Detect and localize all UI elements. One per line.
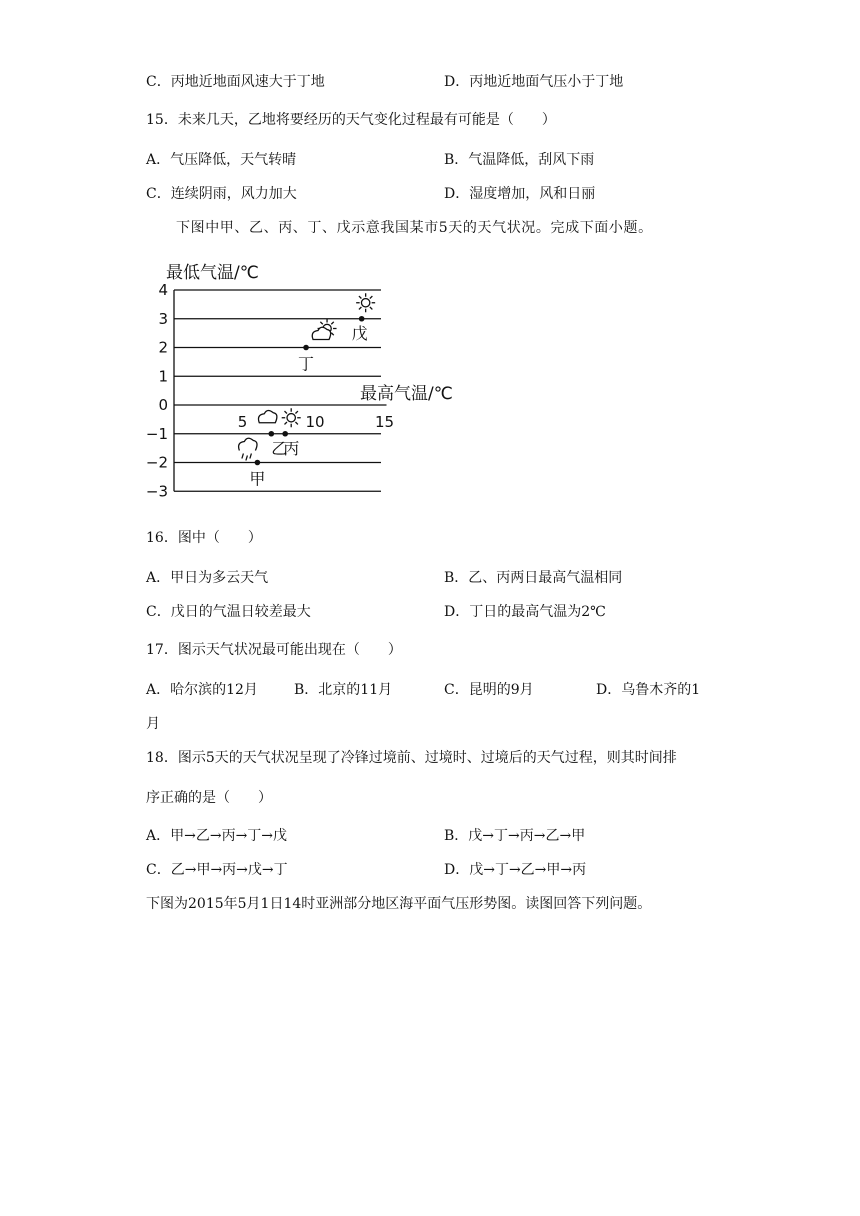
sun-ray: [370, 307, 372, 309]
chart-y-tick-label: −3: [146, 482, 168, 501]
chart-y-tick-label: −1: [146, 424, 168, 443]
chart-y-tick-label: 3: [158, 309, 168, 328]
partly-cloudy-icon: [312, 319, 336, 340]
chart-point-甲: [239, 438, 266, 488]
cloud-shape: [239, 438, 257, 450]
sun-ray: [359, 296, 361, 298]
chart-point-dot: [282, 431, 288, 437]
q16-option-b: B．乙、丙两日最高气温相同: [444, 570, 623, 586]
sun-ray: [320, 322, 322, 324]
chart-point-dot: [303, 345, 309, 351]
chart-point-戊: [352, 293, 376, 343]
q18-option-c: C．乙→甲→丙→戊→丁: [146, 862, 288, 878]
chart-point-dot: [359, 316, 365, 322]
sun-ray: [370, 296, 372, 298]
q16-option-c: C．戊日的气温日较差最大: [146, 604, 311, 620]
chart-point-label: 丁: [298, 354, 315, 374]
q17-option-c: C．昆明的9月: [444, 682, 534, 698]
cloud-shape: [258, 410, 276, 422]
chart-y-tick-label: 0: [158, 396, 168, 414]
chart-y-tick-label: 2: [158, 338, 168, 357]
q14-option-c: C．丙地近地面风速大于丁地: [146, 74, 325, 90]
q17-option-d: D．乌鲁木齐的1: [596, 682, 701, 698]
rain-drop: [242, 454, 244, 459]
sun-core: [361, 299, 369, 307]
q18-option-d: D．戊→丁→乙→甲→丙: [444, 862, 587, 878]
chart-y-tick-label: 1: [158, 367, 168, 386]
q17-option-d-wrap: 月: [146, 716, 160, 732]
sun-ray: [284, 422, 286, 424]
sun-ray: [295, 411, 297, 413]
q17-option-b: B．北京的11月: [294, 682, 393, 698]
sun-ray: [331, 322, 333, 324]
chart-point-label: 丙: [283, 438, 300, 458]
q16-stem: 16．图中（ ）: [146, 530, 262, 546]
q15-option-a: A．气压降低，天气转晴: [146, 152, 297, 168]
chart-x-tick-label: 15: [374, 413, 395, 431]
sun-ray: [331, 333, 333, 335]
chart-y-ticks: [146, 281, 168, 500]
sunny-icon: [282, 408, 301, 427]
q18-option-a: A．甲→乙→丙→丁→戊: [146, 828, 288, 844]
rain-icon: [239, 438, 257, 460]
chart-point-label: 戊: [351, 323, 368, 343]
q16-option-a: A．甲日为多云天气: [146, 570, 269, 586]
chart-grid: [174, 290, 387, 491]
chart-x-tick-label: 10: [305, 413, 325, 431]
sun-ray: [359, 307, 361, 309]
q17-option-a: A．哈尔滨的12月: [146, 682, 258, 698]
sun-ray: [295, 422, 297, 424]
chart-point-丙: [282, 408, 301, 458]
rain-drop: [250, 454, 252, 459]
cloud-shape: [312, 327, 330, 339]
cloudy-icon: [258, 410, 276, 422]
q18-option-b: B．戊→丁→丙→乙→甲: [444, 828, 586, 844]
q15-option-d: D．湿度增加，风和日丽: [444, 186, 596, 202]
q16-option-d: D．丁日的最高气温为2℃: [444, 604, 606, 620]
chart-point-丁: [298, 319, 337, 374]
rain-drop: [246, 456, 248, 461]
chart-y-label: 最低气温/℃: [166, 263, 259, 283]
q17-stem: 17．图示天气状况最可能出现在（ ）: [146, 642, 402, 658]
q15-option-b: B．气温降低，刮风下雨: [444, 152, 595, 168]
chart-x-label: 最高气温/℃: [360, 384, 453, 404]
chart-points: [239, 293, 376, 488]
chart-x-tick-label: 5: [237, 413, 248, 431]
q15-stem: 15．未来几天，乙地将要经历的天气变化过程最有可能是（ ）: [146, 112, 556, 128]
sun-ray: [284, 411, 286, 413]
chart-y-tick-label: −2: [146, 453, 168, 472]
map-intro: 下图为2015年5月1日14时亚洲部分地区海平面气压形势图。读图回答下列问题。: [146, 896, 652, 912]
chart-point-label: 甲: [249, 469, 266, 489]
chart-point-label: 乙: [271, 438, 288, 458]
q14-option-d: D．丙地近地面气压小于丁地: [444, 74, 624, 90]
sun-core: [287, 414, 295, 422]
chart-point-dot: [269, 431, 275, 437]
chart-point-dot: [255, 460, 261, 466]
chart-x-ticks: [238, 413, 394, 431]
chart-y-tick-label: 4: [158, 281, 168, 299]
sunny-icon: [356, 293, 375, 312]
q18-stem-line2: 序正确的是（ ）: [146, 790, 272, 806]
weather-chart: [146, 256, 466, 501]
q18-stem-line1: 18．图示5天的天气状况呈现了冷锋过境前、过境时、过境后的天气过程，则其时间排: [146, 750, 677, 766]
chart-intro: 下图中甲、乙、丙、丁、戊示意我国某市5天的天气状况。完成下面小题。: [176, 220, 653, 236]
q15-option-c: C．连续阴雨，风力加大: [146, 186, 297, 202]
